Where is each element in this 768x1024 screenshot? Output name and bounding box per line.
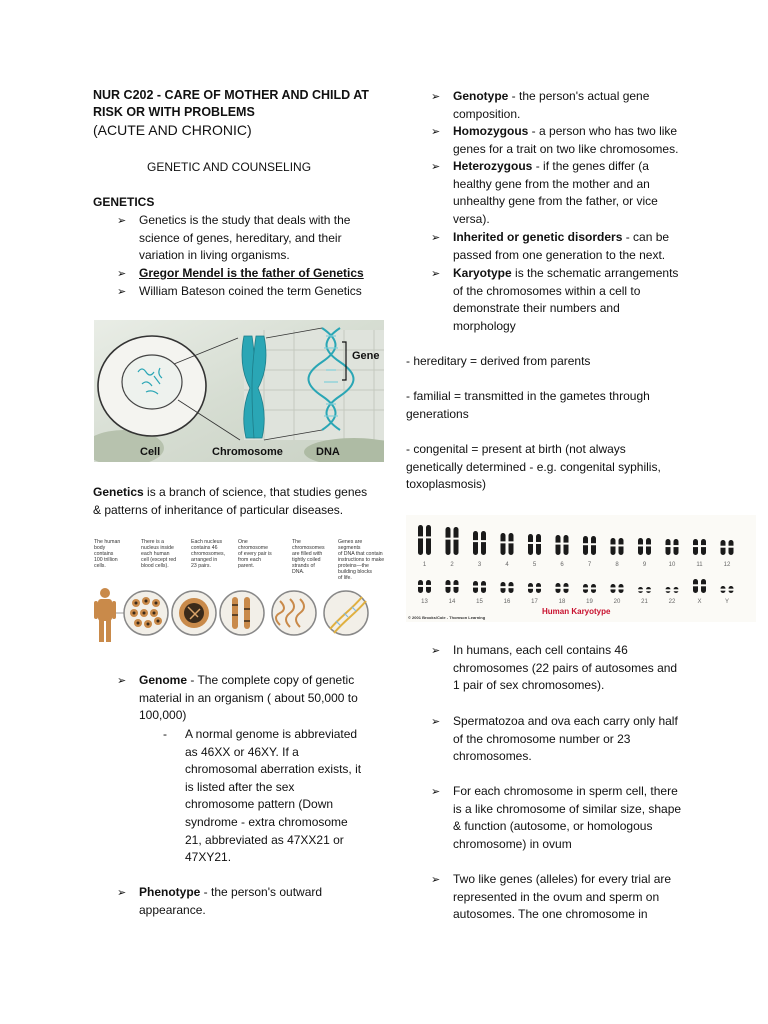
gene-label: Gene: [352, 350, 380, 362]
arrow-bullet-icon: ➢: [431, 90, 441, 103]
arrow-bullet-icon: ➢: [117, 214, 127, 227]
list-item: Genotype - the person's actual gene composition.: [453, 89, 650, 121]
arrow-bullet-icon: ➢: [117, 267, 127, 280]
definition-hereditary: - hereditary = derived from parents: [406, 354, 591, 368]
list-item: Inherited or genetic disorders - can be passed from one generation to the next.: [453, 230, 670, 262]
list-item: Gregor Mendel is the father of Genetics: [139, 266, 364, 280]
caption-cells: The human body contains 100 trillion cells.: [94, 539, 121, 569]
karyotype-chromosome: [536, 534, 541, 555]
arrow-bullet-icon: ➢: [431, 125, 441, 138]
cell-chromosome-dna-illustration: [94, 320, 384, 462]
karyotype-chromosome: [619, 538, 624, 555]
karyotype-chromosome: [454, 527, 459, 555]
karyotype-chromosome: [473, 531, 478, 555]
body-to-dna-figure: [94, 535, 388, 645]
karyotype-chromosome: [528, 534, 533, 555]
arrow-bullet-icon: ➢: [117, 674, 127, 687]
dash-bullet: -: [163, 727, 167, 741]
arrow-bullet-icon: ➢: [431, 160, 441, 173]
arrow-bullet-icon: ➢: [431, 873, 441, 886]
list-item: Spermatozoa and ova each carry only half of the chromosome number or 23 chromosomes.: [453, 714, 678, 764]
arrow-bullet-icon: ➢: [431, 231, 441, 244]
list-item: Homozygous - a person who has two like genes for a trait on two like chromosomes.: [453, 124, 679, 156]
karyotype-number: 20: [613, 599, 621, 605]
karyotype-number: 19: [586, 599, 593, 605]
karyotype-number: 10: [668, 562, 676, 568]
karyotype-chromosome: [611, 538, 616, 555]
karyotype-chromosome: [418, 525, 423, 555]
karyotype-number: 2: [450, 562, 454, 568]
list-item: William Bateson coined the term Genetics: [139, 284, 362, 298]
karyotype-number: 6: [560, 562, 564, 568]
karyotype-number: 22: [668, 599, 676, 605]
karyotype-number: Y: [724, 599, 730, 605]
section-title: GENETIC AND COUNSELING: [147, 160, 312, 174]
karyotype-chromosome: [646, 538, 651, 555]
karyotype-caption: Human Karyotype: [542, 607, 611, 616]
karyotype-number: 14: [448, 599, 456, 605]
genome-subitem: A normal genome is abbreviated as 46XX or 46XY. If a chromosomal aberration exists, it is listed after the sex chromosome pattern (Down syndrome - extra chromosome 21, abbreviated as 47XX21 or 47XY21.: [185, 727, 362, 865]
list-item: Heterozygous - if the genes differ (a healthy gene from the mother and an unhealthy gene from the father, or vice versa).: [453, 159, 658, 226]
caption-chromosomes: Each nucleus contains 46 chromosomes, arranged in 23 pairs.: [191, 539, 226, 569]
doc-title-line1: NUR C202 - CARE OF MOTHER AND CHILD AT: [93, 88, 369, 102]
karyotype-number: 21: [641, 599, 648, 605]
arrow-bullet-icon: ➢: [431, 644, 441, 657]
arrow-bullet-icon: ➢: [117, 285, 127, 298]
karyotype-chromosome: [556, 535, 561, 555]
genetics-definition: Genetics is a branch of science, that studies genes & patterns of inheritance of particular diseases.: [93, 485, 368, 517]
caption-dna: The chromosomes are filled with tightly coiled strands of DNA.: [292, 539, 325, 575]
arrow-bullet-icon: ➢: [431, 785, 441, 798]
genome-item: Genome - The complete copy of genetic material in an organism ( about 50,000 to 100,000): [139, 673, 358, 723]
karyotype-chromosome: [564, 535, 569, 555]
karyotype-illustration: [406, 515, 756, 622]
list-item: Genetics is the study that deals with the science of genes, hereditary, and their variation in living organisms.: [139, 213, 351, 263]
caption-genes: Genes are segments of DNA that contain instructions to make proteins—the building blocks of life.: [338, 539, 385, 581]
chromosome-pair-circle: [220, 591, 264, 635]
caption-parent: One chromosome of every pair is from each parent.: [238, 539, 272, 569]
karyotype-number: 13: [421, 599, 428, 605]
karyotype-number: 9: [642, 562, 647, 568]
karyotype-chromosome: [446, 527, 451, 555]
karyotype-number: 17: [531, 599, 538, 605]
list-item: For each chromosome in sperm cell, there is a like chromosome of similar size, shape & function (autosome, or homologous chromosome) in ovum: [453, 784, 682, 851]
karyotype-number: 3: [477, 562, 482, 568]
doc-subtitle: (ACUTE AND CHRONIC): [93, 122, 252, 138]
karyotype-number: 15: [476, 599, 483, 605]
karyotype-chromosome: [583, 536, 588, 555]
list-item: In humans, each cell contains 46 chromosomes (22 pairs of autosomes and 1 pair of sex chromosomes).: [453, 643, 678, 693]
karyotype-chromosome: [426, 525, 431, 555]
arrow-bullet-icon: ➢: [117, 886, 127, 899]
definition-familial: - familial = transmitted in the gametes through generations: [406, 389, 650, 421]
phenotype-item: Phenotype - the person's outward appearance.: [139, 885, 323, 917]
karyotype-number: 7: [587, 562, 592, 568]
cell-chromosome-dna-figure: [94, 320, 384, 462]
arrow-bullet-icon: ➢: [431, 715, 441, 728]
karyotype-figure: [406, 515, 756, 622]
karyotype-number: 8: [615, 562, 619, 568]
karyotype-credit: © 2001 Brooks/Cole - Thomson Learning: [408, 615, 486, 620]
karyotype-number: X: [697, 599, 702, 605]
arrow-bullet-icon: ➢: [431, 267, 441, 280]
chromosome-label: Chromosome: [212, 446, 283, 458]
karyotype-chromosome: [509, 533, 514, 555]
doc-title-line2: RISK OR WITH PROBLEMS: [93, 105, 255, 119]
caption-nucleus: There is a nucleus inside each human cell (except red blood cells).: [141, 539, 177, 569]
cell-label: Cell: [140, 446, 161, 458]
karyotype-number: 18: [558, 599, 566, 605]
karyotype-chromosome: [501, 533, 506, 555]
karyotype-number: 4: [505, 562, 509, 568]
karyotype-chromosome: [591, 536, 596, 555]
karyotype-number: 1: [422, 562, 427, 568]
genetics-heading: GENETICS: [93, 195, 155, 209]
definition-congenital: - congenital = present at birth (not always genetically determined - e.g. congenital syphilis, toxoplasmosis): [406, 442, 661, 492]
karyotype-number: 11: [696, 562, 703, 568]
karyotype-number: 5: [532, 562, 537, 568]
karyotype-chromosome: [638, 538, 643, 555]
dna-label: DNA: [316, 446, 340, 458]
list-item: Two like genes (alleles) for every trial are represented in the ovum and sperm on autosomes. The one chromosome in: [453, 872, 672, 922]
karyotype-number: 16: [503, 599, 511, 605]
karyotype-chromosome: [481, 531, 486, 555]
karyotype-number: 12: [723, 562, 731, 568]
list-item: Karyotype is the schematic arrangements of the chromosomes within a cell to demonstrate their numbers and morphology: [453, 266, 679, 333]
